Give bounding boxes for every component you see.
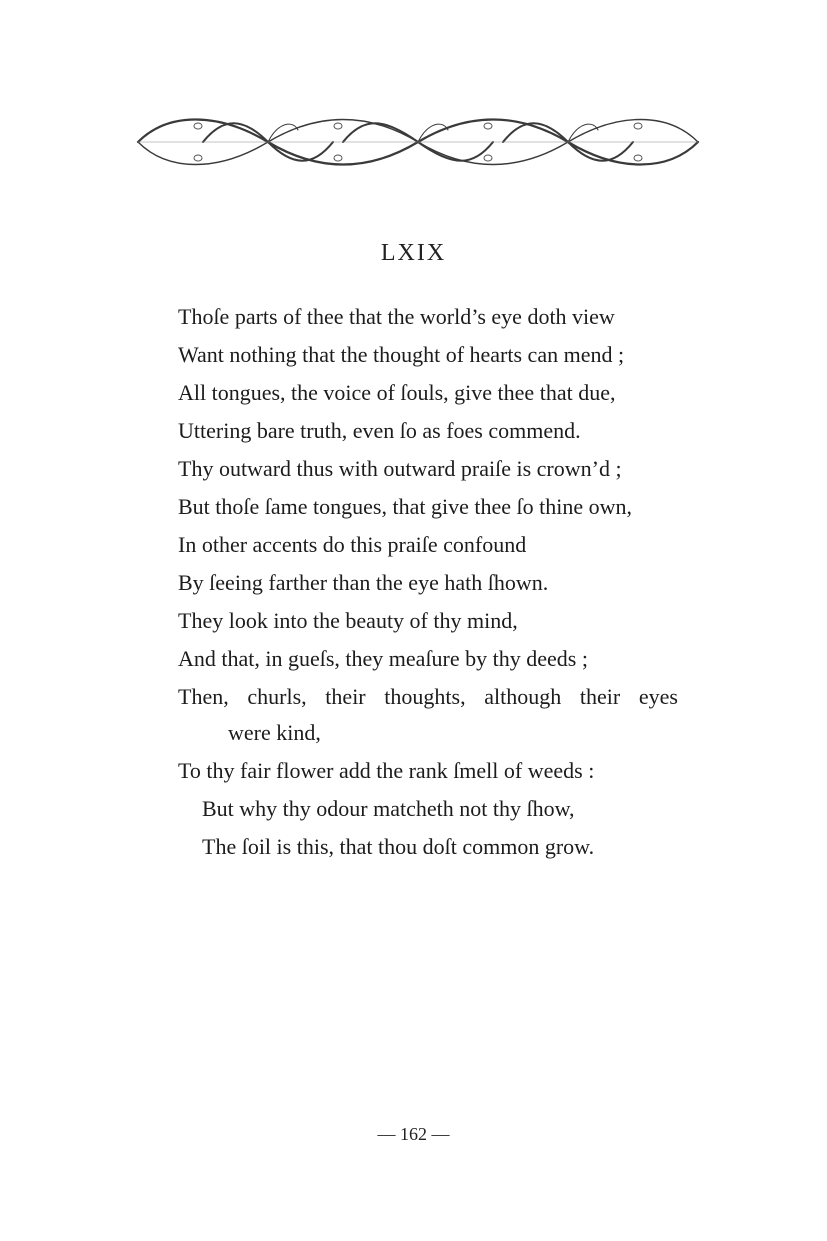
poem-line: To thy fair flower add the rank ſmell of weeds : — [178, 758, 595, 783]
poem-line: Then, churls, their thoughts, although their eyes — [178, 684, 678, 709]
poem-line: Want nothing that the thought of hearts can mend ; — [178, 342, 625, 367]
poem-line: Uttering bare truth, even ſo as foes commend. — [178, 418, 581, 443]
poem-line: In other accents do this praiſe confound — [178, 532, 527, 557]
poem-line: And that, in gueſs, they meaſure by thy deeds ; — [178, 646, 588, 671]
poem-line: All tongues, the voice of ſouls, give thee that due, — [178, 380, 616, 405]
decorative-ornament — [128, 112, 708, 172]
poem-line: Thy outward thus with outward praiſe is crown’d ; — [178, 456, 622, 481]
poem-couplet-line: The ſoil is this, that thou doſt common grow. — [202, 834, 595, 859]
poem-line: But thoſe ſame tongues, that give thee ſo thine own, — [178, 494, 632, 519]
poem-line: Thoſe parts of thee that the world’s eye doth view — [178, 304, 615, 329]
poem-line-continuation: were kind, — [228, 720, 321, 745]
poem-text — [178, 298, 698, 866]
poem-line: They look into the beauty of thy mind, — [178, 608, 518, 633]
sonnet-number: LXIX — [380, 240, 447, 266]
poem-line: By ſeeing farther than the eye hath ſhown. — [178, 570, 549, 595]
page-number: — 162 — — [377, 1124, 450, 1144]
poem-couplet-line: But why thy odour matcheth not thy ſhow, — [202, 796, 575, 821]
